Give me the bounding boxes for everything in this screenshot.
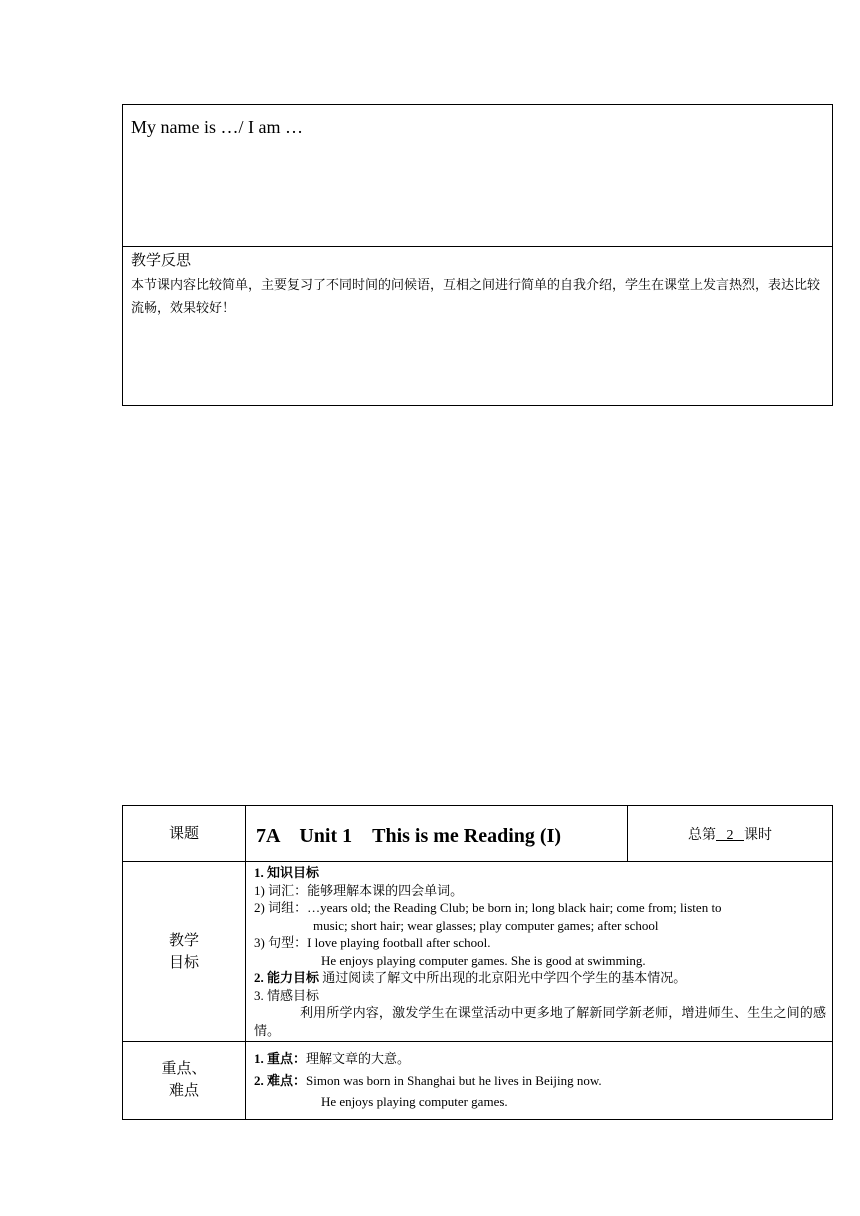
phrases-goal-continued: music; short hair; wear glasses; play computer games; after school xyxy=(313,917,659,933)
keys-cell xyxy=(246,1042,833,1120)
lesson-title-cell xyxy=(246,806,628,862)
phrases-goal: 2) 词组：…years old; the Reading Club; be born in; long black hair; come from; listen to xyxy=(254,900,722,915)
goals-label-line1: 教学 xyxy=(168,932,199,949)
period-prefix: 总第 xyxy=(688,827,716,843)
reflection-title: 教学反思 xyxy=(131,253,192,269)
ability-goal-text: 通过阅读了解文中所出现的北京阳光中学四个学生的基本情况。 xyxy=(319,970,687,985)
sentences-goal: 3) 句型：I love playing football after school. xyxy=(254,935,491,950)
difficult-point-heading: 2. 难点： xyxy=(254,1072,307,1088)
lesson-title: 7A Unit 1 This is me Reading (I) xyxy=(256,825,562,847)
self-intro-sentence: My name is …/ I am … xyxy=(131,117,303,137)
keys-label-line2: 难点 xyxy=(168,1083,199,1100)
reflection-body: 本节课内容比较简单，主要复习了不同时间的问候语，互相之间进行简单的自我介绍，学生在课堂上发言热烈，表达比较流畅，效果较好！ xyxy=(131,277,821,315)
emotion-goal-heading: 3. 情感目标 xyxy=(254,987,320,1003)
vocab-goal: 1) 词汇：能够理解本课的四会单词。 xyxy=(254,882,464,898)
period-number: 2 xyxy=(726,827,734,843)
ability-goal-heading: 2. 能力目标 xyxy=(254,970,320,985)
goals-cell xyxy=(246,862,833,1042)
ability-goal xyxy=(254,969,826,987)
period-cell xyxy=(628,806,833,862)
topic-label-cell xyxy=(123,806,246,862)
key-point-heading: 1. 重点： xyxy=(254,1051,307,1066)
goals-label-cell xyxy=(123,862,246,1042)
goals-label-line2: 目标 xyxy=(168,954,199,971)
lesson-plan-table xyxy=(122,805,833,1120)
reflection-cell xyxy=(123,247,833,406)
reflection-table xyxy=(122,104,833,406)
keys-label-cell xyxy=(123,1042,246,1120)
period-suffix: 课时 xyxy=(744,827,772,843)
key-point xyxy=(254,1048,826,1070)
key-point-text: 理解文章的大意。 xyxy=(306,1051,411,1066)
period-number-underline xyxy=(716,828,744,844)
self-intro-cell xyxy=(123,105,833,247)
difficult-point xyxy=(254,1070,826,1092)
difficult-point-text: Simon was born in Shanghai but he lives in Beijing now. xyxy=(306,1072,602,1088)
sentences-goal-continued: He enjoys playing computer games. She is good at swimming. xyxy=(321,952,646,968)
difficult-point-continued: He enjoys playing computer games. xyxy=(321,1094,508,1109)
knowledge-goal-heading: 1. 知识目标 xyxy=(254,865,320,880)
topic-label: 课题 xyxy=(168,825,199,842)
keys-label-line1: 重点、 xyxy=(161,1061,207,1078)
emotion-goal-text: 利用所学内容，激发学生在课堂活动中更多地了解新同学新老师，增进师生、生生之间的感情。 xyxy=(254,1005,826,1038)
